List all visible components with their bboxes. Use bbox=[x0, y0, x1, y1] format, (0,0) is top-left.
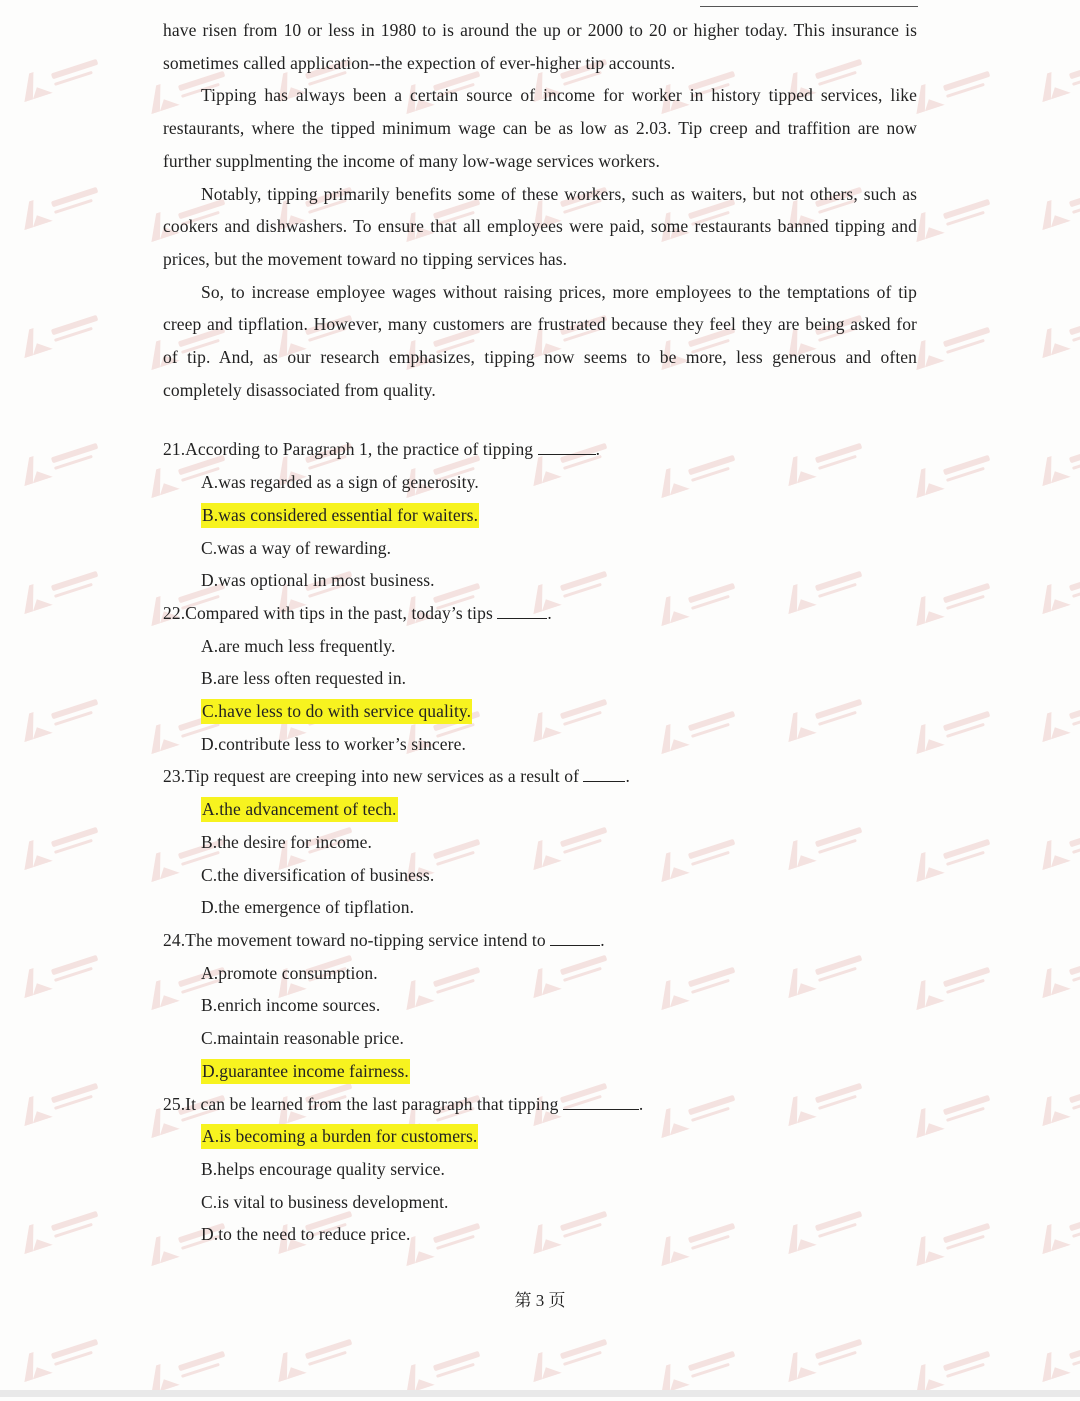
watermark-logo-icon bbox=[14, 169, 118, 237]
answer-blank bbox=[538, 436, 596, 455]
answer-option-text: A.promote consumption. bbox=[201, 962, 378, 983]
question-stem bbox=[163, 760, 917, 793]
watermark-logo-icon bbox=[1032, 297, 1080, 365]
answer-option bbox=[201, 989, 917, 1022]
answer-option bbox=[201, 532, 917, 565]
page-bottom-edge bbox=[0, 1390, 1080, 1397]
passage-paragraph: have risen from 10 or less in 1980 to is around the up or 2000 to 20 or higher today. This insurance is sometimes called application--the expection of ever-higher tip accounts. bbox=[163, 20, 917, 73]
answer-option-text: B.are less often requested in. bbox=[201, 668, 407, 689]
question-text: 23.Tip request are creeping into new services as a result of bbox=[163, 766, 579, 787]
answer-blank bbox=[563, 1091, 639, 1110]
passage-paragraph: Notably, tipping primarily benefits some of these workers, such as waiters, but not others, such as cookers and dishwashers. To ensure that all employees were paid, some restaurants banned tipping and prices, but the movement toward no tipping services has. bbox=[163, 183, 917, 269]
watermark-logo-icon bbox=[906, 181, 1010, 249]
question-stem bbox=[163, 924, 917, 957]
question-stem bbox=[163, 433, 917, 466]
answer-option-text: C.was a way of rewarding. bbox=[201, 537, 392, 558]
watermark-logo-icon bbox=[1032, 681, 1080, 749]
watermark-logo-icon bbox=[1032, 169, 1080, 237]
watermark-logo-icon bbox=[906, 949, 1010, 1017]
watermark-logo-icon bbox=[14, 297, 118, 365]
answer-option bbox=[201, 1055, 917, 1088]
answer-option-text: B.enrich income sources. bbox=[201, 995, 381, 1016]
question-list bbox=[163, 433, 917, 1251]
answer-option bbox=[201, 695, 917, 728]
answer-option bbox=[201, 662, 917, 695]
answer-option-text: B.helps encourage quality service. bbox=[201, 1158, 445, 1179]
watermark-logo-icon bbox=[1032, 937, 1080, 1005]
watermark-logo-icon bbox=[14, 425, 118, 493]
question-end-punctuation: . bbox=[595, 439, 601, 460]
answer-option-text: D.was optional in most business. bbox=[201, 570, 435, 591]
answer-option bbox=[201, 630, 917, 663]
watermark-logo-icon bbox=[1032, 553, 1080, 621]
watermark-logo-icon bbox=[906, 565, 1010, 633]
watermark-logo-icon bbox=[906, 309, 1010, 377]
watermark-logo-icon bbox=[14, 1065, 118, 1133]
watermark-logo-icon bbox=[906, 437, 1010, 505]
watermark-logo-icon bbox=[906, 693, 1010, 761]
question-stem bbox=[163, 1088, 917, 1121]
answer-option bbox=[201, 499, 917, 532]
passage-paragraph: So, to increase employee wages without raising prices, more employees to the temptations of tip creep and tipflation. However, many customers are frustrated because they feel they are being asked for of tip. And, as our research emphasizes, tipping now seems to be more, less generous and often completely disassociated from quality. bbox=[163, 281, 917, 400]
answer-option bbox=[201, 466, 917, 499]
answer-option-text: A.are much less frequently. bbox=[201, 635, 396, 656]
answer-option bbox=[201, 793, 917, 826]
question-end-punctuation: . bbox=[625, 766, 630, 787]
answer-blank bbox=[583, 763, 625, 782]
watermark-logo-icon bbox=[906, 821, 1010, 889]
question-text: 25.It can be learned from the last paragraph that tipping bbox=[163, 1093, 559, 1114]
answer-blank bbox=[497, 600, 547, 619]
watermark-logo-icon bbox=[14, 553, 118, 621]
passage-paragraph: Tipping has always been a certain source of income for worker in history tipped services, like restaurants, where the tipped minimum wage can be as low as 2.03. Tip creep and traffition are now further supplmenting the income of many low-wage services workers. bbox=[163, 85, 917, 171]
watermark-logo-icon bbox=[1032, 425, 1080, 493]
answer-option-text: C.the diversification of business. bbox=[201, 864, 435, 885]
watermark-logo-icon bbox=[1032, 809, 1080, 877]
answer-option-text: C.maintain reasonable price. bbox=[201, 1028, 404, 1049]
watermark-logo-icon bbox=[1032, 1193, 1080, 1261]
answer-option-text: C.is vital to business development. bbox=[201, 1191, 449, 1212]
page-number: 第 3 页 bbox=[514, 1291, 566, 1310]
reading-passage bbox=[163, 14, 917, 406]
watermark-logo-icon bbox=[14, 41, 118, 109]
answer-option-text: D.to the need to reduce price. bbox=[201, 1224, 411, 1245]
highlighted-answer-text: A.the advancement of tech. bbox=[201, 797, 398, 822]
highlighted-answer-text: A.is becoming a burden for customers. bbox=[201, 1124, 478, 1149]
watermark-logo-icon bbox=[906, 1205, 1010, 1273]
page-content bbox=[163, 14, 917, 1251]
answer-option bbox=[201, 728, 917, 761]
question-text: 22.Compared with tips in the past, today’s tips bbox=[163, 602, 493, 623]
watermark-logo-icon bbox=[778, 1321, 882, 1389]
answer-option bbox=[201, 564, 917, 597]
watermark-logo-icon bbox=[268, 1321, 372, 1389]
answer-blank bbox=[550, 927, 600, 946]
highlighted-answer-text: B.was considered essential for waiters. bbox=[201, 503, 479, 528]
answer-option bbox=[201, 891, 917, 924]
watermark-logo-icon bbox=[523, 1321, 627, 1389]
watermark-logo-icon bbox=[14, 937, 118, 1005]
answer-option-text: D.the emergence of tipflation. bbox=[201, 897, 415, 918]
watermark-logo-icon bbox=[906, 53, 1010, 121]
question-end-punctuation: . bbox=[547, 602, 552, 623]
watermark-logo-icon bbox=[14, 809, 118, 877]
answer-option bbox=[201, 1153, 917, 1186]
answer-option bbox=[201, 859, 917, 892]
watermark-logo-icon bbox=[1032, 1321, 1080, 1389]
answer-option bbox=[201, 826, 917, 859]
question-text: 24.The movement toward no-tipping service intend to bbox=[163, 929, 546, 950]
answer-option bbox=[201, 1218, 917, 1251]
answer-option bbox=[201, 957, 917, 990]
answer-option-text: D.contribute less to worker’s sincere. bbox=[201, 733, 466, 754]
answer-option bbox=[201, 1120, 917, 1153]
answer-option-text: A.was regarded as a sign of generosity. bbox=[201, 472, 479, 493]
answer-option bbox=[201, 1022, 917, 1055]
watermark-logo-icon bbox=[14, 1321, 118, 1389]
question-end-punctuation: . bbox=[600, 929, 605, 950]
watermark-logo-icon bbox=[14, 1193, 118, 1261]
watermark-logo-icon bbox=[1032, 1065, 1080, 1133]
watermark-logo-icon bbox=[1032, 41, 1080, 109]
question-text: 21.According to Paragraph 1, the practice of tipping bbox=[163, 439, 534, 460]
question-end-punctuation: . bbox=[638, 1093, 644, 1114]
running-header bbox=[722, 0, 918, 4]
watermark-logo-icon bbox=[906, 1077, 1010, 1145]
highlighted-answer-text: D.guarantee income fairness. bbox=[201, 1059, 410, 1084]
question-stem bbox=[163, 597, 917, 630]
watermark-logo-icon bbox=[14, 681, 118, 749]
answer-option-text: B.the desire for income. bbox=[201, 831, 373, 852]
highlighted-answer-text: C.have less to do with service quality. bbox=[201, 699, 472, 724]
answer-option bbox=[201, 1186, 917, 1219]
